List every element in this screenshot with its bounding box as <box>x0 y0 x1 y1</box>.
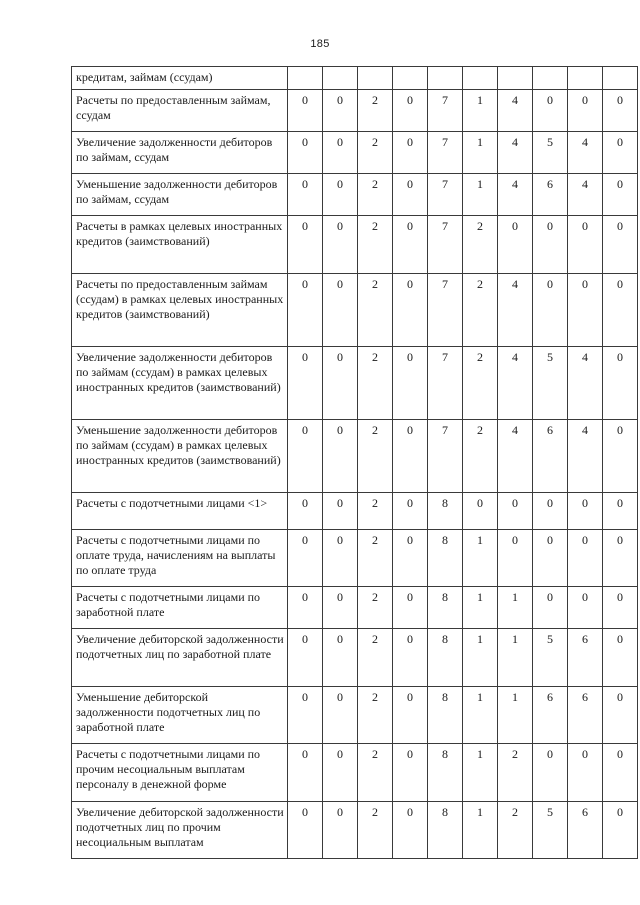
code-digit-cell: 2 <box>358 90 393 132</box>
code-digit-cell: 0 <box>533 274 568 347</box>
code-digit-cell: 8 <box>428 530 463 587</box>
code-digit-cell: 2 <box>358 587 393 629</box>
code-digit-cell: 8 <box>428 744 463 802</box>
code-digit-cell: 0 <box>603 587 638 629</box>
code-digit-cell: 0 <box>323 530 358 587</box>
code-digit-cell: 1 <box>463 802 498 859</box>
code-digit-cell: 1 <box>463 629 498 687</box>
code-digit-cell: 1 <box>498 687 533 744</box>
code-digit-cell: 0 <box>323 744 358 802</box>
code-digit-cell: 0 <box>288 687 323 744</box>
table-row <box>72 587 638 629</box>
code-digit-cell: 0 <box>393 90 428 132</box>
code-digit-cell: 2 <box>358 493 393 530</box>
table-row <box>72 530 638 587</box>
code-digit-cell: 1 <box>463 174 498 216</box>
code-digit-cell: 6 <box>533 687 568 744</box>
code-digit-cell: 0 <box>288 530 323 587</box>
code-digit-cell: 7 <box>428 347 463 420</box>
code-digit-cell: 0 <box>288 274 323 347</box>
code-digit-cell <box>288 67 323 90</box>
table-row <box>72 174 638 216</box>
code-digit-cell: 2 <box>498 744 533 802</box>
code-digit-cell: 0 <box>393 587 428 629</box>
account-name-cell: Расчеты с подотчетными лицами <1> <box>72 493 288 530</box>
code-digit-cell: 2 <box>358 629 393 687</box>
table-row <box>72 90 638 132</box>
table-row <box>72 132 638 174</box>
code-digit-cell: 2 <box>358 744 393 802</box>
code-digit-cell: 0 <box>498 216 533 274</box>
code-digit-cell: 6 <box>568 802 603 859</box>
code-digit-cell: 0 <box>568 216 603 274</box>
code-digit-cell: 0 <box>568 587 603 629</box>
code-digit-cell <box>533 67 568 90</box>
table-row <box>72 493 638 530</box>
code-digit-cell: 4 <box>498 420 533 493</box>
code-digit-cell: 4 <box>568 420 603 493</box>
code-digit-cell: 0 <box>393 629 428 687</box>
code-digit-cell: 5 <box>533 132 568 174</box>
account-name-cell: Уменьшение задолженности дебиторов по займам, ссудам <box>72 174 288 216</box>
code-digit-cell: 0 <box>603 420 638 493</box>
code-digit-cell: 0 <box>323 347 358 420</box>
code-digit-cell: 1 <box>463 90 498 132</box>
code-digit-cell: 8 <box>428 493 463 530</box>
code-digit-cell: 0 <box>393 216 428 274</box>
code-digit-cell <box>463 67 498 90</box>
code-digit-cell: 0 <box>323 493 358 530</box>
code-digit-cell: 1 <box>463 744 498 802</box>
code-digit-cell: 2 <box>358 802 393 859</box>
code-digit-cell: 0 <box>393 530 428 587</box>
code-digit-cell <box>428 67 463 90</box>
code-digit-cell: 0 <box>393 274 428 347</box>
code-digit-cell: 4 <box>568 132 603 174</box>
code-digit-cell: 5 <box>533 802 568 859</box>
code-digit-cell: 0 <box>393 687 428 744</box>
code-digit-cell: 2 <box>498 802 533 859</box>
code-digit-cell: 8 <box>428 687 463 744</box>
code-digit-cell: 2 <box>358 274 393 347</box>
table-row <box>72 274 638 347</box>
code-digit-cell: 0 <box>288 744 323 802</box>
code-digit-cell: 6 <box>568 629 603 687</box>
code-digit-cell: 0 <box>323 174 358 216</box>
code-digit-cell: 0 <box>533 744 568 802</box>
account-name-cell: Расчеты по предоставленным займам (ссудам) в рамках целевых иностранных кредитов (заимствований) <box>72 274 288 347</box>
code-digit-cell: 6 <box>568 687 603 744</box>
code-digit-cell: 1 <box>498 587 533 629</box>
account-name-cell: Увеличение задолженности дебиторов по займам, ссудам <box>72 132 288 174</box>
code-digit-cell: 4 <box>498 174 533 216</box>
code-digit-cell: 7 <box>428 420 463 493</box>
code-digit-cell: 0 <box>323 132 358 174</box>
code-digit-cell: 0 <box>568 493 603 530</box>
code-digit-cell <box>498 67 533 90</box>
code-digit-cell: 0 <box>603 347 638 420</box>
account-name-cell: Расчеты с подотчетными лицами по прочим несоциальным выплатам персоналу в денежной форме <box>72 744 288 802</box>
code-digit-cell: 0 <box>288 420 323 493</box>
code-digit-cell: 7 <box>428 174 463 216</box>
code-digit-cell: 0 <box>393 420 428 493</box>
code-digit-cell: 4 <box>498 274 533 347</box>
code-digit-cell: 6 <box>533 420 568 493</box>
code-digit-cell: 0 <box>288 174 323 216</box>
code-digit-cell: 2 <box>463 274 498 347</box>
account-name-cell: Увеличение задолженности дебиторов по займам (ссудам) в рамках целевых иностранных кредитов (заимствований) <box>72 347 288 420</box>
code-digit-cell: 0 <box>393 347 428 420</box>
code-digit-cell: 0 <box>603 629 638 687</box>
code-digit-cell: 0 <box>498 493 533 530</box>
code-digit-cell: 0 <box>603 216 638 274</box>
code-digit-cell: 1 <box>498 629 533 687</box>
code-digit-cell: 4 <box>498 90 533 132</box>
code-digit-cell: 0 <box>533 216 568 274</box>
code-digit-cell <box>603 67 638 90</box>
code-digit-cell: 2 <box>463 420 498 493</box>
code-digit-cell: 8 <box>428 587 463 629</box>
code-digit-cell: 0 <box>393 493 428 530</box>
code-digit-cell: 6 <box>533 174 568 216</box>
code-digit-cell: 1 <box>463 132 498 174</box>
code-digit-cell: 4 <box>568 347 603 420</box>
code-digit-cell: 0 <box>568 90 603 132</box>
code-digit-cell: 0 <box>533 493 568 530</box>
table-row <box>72 744 638 802</box>
account-name-cell: Расчеты с подотчетными лицами по заработной плате <box>72 587 288 629</box>
code-digit-cell: 2 <box>358 687 393 744</box>
code-digit-cell: 2 <box>358 216 393 274</box>
account-name-cell: Увеличение дебиторской задолженности подотчетных лиц по заработной плате <box>72 629 288 687</box>
account-name-cell: Расчеты с подотчетными лицами по оплате труда, начислениям на выплаты по оплате труда <box>72 530 288 587</box>
code-digit-cell: 0 <box>288 587 323 629</box>
code-digit-cell: 8 <box>428 802 463 859</box>
code-digit-cell: 0 <box>603 274 638 347</box>
code-digit-cell: 0 <box>603 802 638 859</box>
accounts-table-body <box>72 67 638 859</box>
code-digit-cell: 0 <box>603 90 638 132</box>
code-digit-cell: 8 <box>428 629 463 687</box>
code-digit-cell: 0 <box>323 274 358 347</box>
code-digit-cell <box>568 67 603 90</box>
code-digit-cell: 7 <box>428 90 463 132</box>
table-row <box>72 216 638 274</box>
code-digit-cell: 0 <box>533 530 568 587</box>
page-number: 185 <box>310 38 330 50</box>
account-name-cell: Расчеты по предоставленным займам, ссудам <box>72 90 288 132</box>
code-digit-cell: 0 <box>323 587 358 629</box>
code-digit-cell: 0 <box>288 802 323 859</box>
code-digit-cell: 0 <box>533 587 568 629</box>
code-digit-cell: 0 <box>323 687 358 744</box>
code-digit-cell: 0 <box>603 530 638 587</box>
table-row <box>72 420 638 493</box>
code-digit-cell: 0 <box>288 629 323 687</box>
code-digit-cell: 5 <box>533 629 568 687</box>
code-digit-cell: 0 <box>393 132 428 174</box>
code-digit-cell: 1 <box>463 530 498 587</box>
code-digit-cell: 0 <box>323 802 358 859</box>
code-digit-cell: 0 <box>323 216 358 274</box>
code-digit-cell: 0 <box>568 744 603 802</box>
code-digit-cell: 4 <box>568 174 603 216</box>
code-digit-cell: 0 <box>533 90 568 132</box>
code-digit-cell: 0 <box>288 347 323 420</box>
code-digit-cell: 7 <box>428 132 463 174</box>
table-row <box>72 802 638 859</box>
code-digit-cell: 0 <box>288 90 323 132</box>
code-digit-cell: 0 <box>568 530 603 587</box>
table-row <box>72 347 638 420</box>
code-digit-cell: 0 <box>498 530 533 587</box>
code-digit-cell: 0 <box>323 420 358 493</box>
code-digit-cell: 0 <box>323 90 358 132</box>
code-digit-cell: 4 <box>498 347 533 420</box>
table-row <box>72 67 638 90</box>
code-digit-cell: 2 <box>358 420 393 493</box>
code-digit-cell: 2 <box>358 132 393 174</box>
code-digit-cell: 0 <box>603 687 638 744</box>
code-digit-cell: 4 <box>498 132 533 174</box>
code-digit-cell: 7 <box>428 274 463 347</box>
code-digit-cell <box>393 67 428 90</box>
table-row <box>72 629 638 687</box>
code-digit-cell: 0 <box>603 744 638 802</box>
code-digit-cell: 5 <box>533 347 568 420</box>
account-name-cell: Увеличение дебиторской задолженности подотчетных лиц по прочим несоциальным выплатам <box>72 802 288 859</box>
code-digit-cell: 0 <box>393 744 428 802</box>
code-digit-cell: 0 <box>603 493 638 530</box>
code-digit-cell: 2 <box>358 347 393 420</box>
code-digit-cell <box>323 67 358 90</box>
code-digit-cell: 7 <box>428 216 463 274</box>
code-digit-cell: 2 <box>463 347 498 420</box>
code-digit-cell: 0 <box>393 174 428 216</box>
code-digit-cell: 0 <box>463 493 498 530</box>
code-digit-cell: 2 <box>463 216 498 274</box>
account-name-cell: Уменьшение дебиторской задолженности подотчетных лиц по заработной плате <box>72 687 288 744</box>
code-digit-cell: 1 <box>463 687 498 744</box>
code-digit-cell: 0 <box>323 629 358 687</box>
code-digit-cell: 0 <box>393 802 428 859</box>
account-name-cell: Расчеты в рамках целевых иностранных кредитов (заимствований) <box>72 216 288 274</box>
code-digit-cell: 0 <box>568 274 603 347</box>
table-row <box>72 687 638 744</box>
code-digit-cell <box>358 67 393 90</box>
account-name-cell: кредитам, займам (ссудам) <box>72 67 288 90</box>
code-digit-cell: 1 <box>463 587 498 629</box>
code-digit-cell: 0 <box>288 216 323 274</box>
code-digit-cell: 2 <box>358 174 393 216</box>
account-name-cell: Уменьшение задолженности дебиторов по займам (ссудам) в рамках целевых иностранных кредитов (заимствований) <box>72 420 288 493</box>
code-digit-cell: 0 <box>603 174 638 216</box>
accounts-table <box>71 66 638 859</box>
code-digit-cell: 0 <box>603 132 638 174</box>
code-digit-cell: 0 <box>288 132 323 174</box>
code-digit-cell: 2 <box>358 530 393 587</box>
code-digit-cell: 0 <box>288 493 323 530</box>
